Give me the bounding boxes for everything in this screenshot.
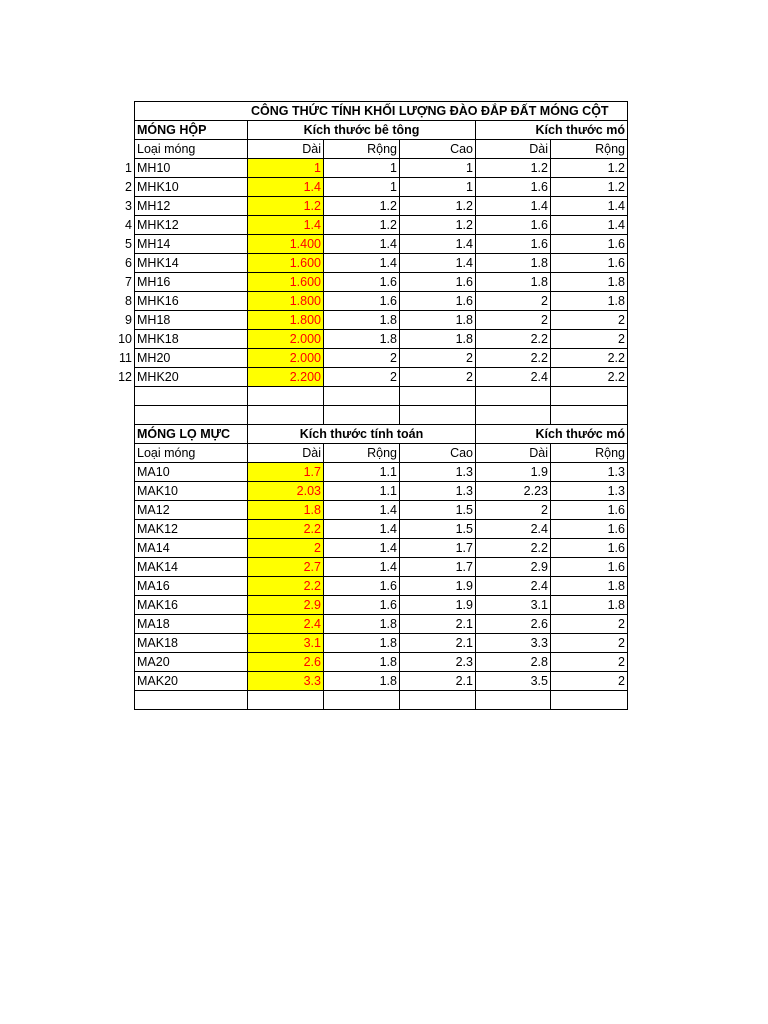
table-row (110, 368, 628, 387)
table-row (110, 634, 628, 653)
empty-row (110, 387, 628, 406)
cell-rong[interactable]: 1.4 (324, 520, 400, 539)
cell-rong[interactable]: 1.4 (324, 558, 400, 577)
cell-rong[interactable]: 1.1 (324, 463, 400, 482)
cell-rong[interactable]: 1.8 (324, 330, 400, 349)
section1-group2[interactable]: Kích thước mó (476, 121, 628, 140)
row-index: 4 (125, 218, 132, 232)
cell-type[interactable]: MH10 (135, 159, 248, 178)
col-rong2-header[interactable]: Rộng (551, 444, 628, 463)
table-row (110, 273, 628, 292)
cell-rong2[interactable]: 2.2 (551, 368, 628, 387)
cell-type[interactable]: MA16 (135, 577, 248, 596)
cell-rong[interactable]: 1.8 (324, 615, 400, 634)
row-index (110, 406, 135, 425)
section1-name[interactable]: MÓNG HỘP (135, 121, 248, 140)
empty-cell[interactable] (324, 691, 400, 710)
cell-cao[interactable]: 1.2 (400, 216, 476, 235)
row-index (110, 482, 135, 501)
cell-dai2[interactable]: 2.6 (476, 615, 551, 634)
row-index: 6 (125, 256, 132, 270)
cell-type[interactable]: MAK12 (135, 520, 248, 539)
row-index: 10 (118, 332, 132, 346)
cell-dai[interactable]: 2 (248, 539, 324, 558)
cell-type[interactable]: MHK14 (135, 254, 248, 273)
cell-type[interactable]: MAK18 (135, 634, 248, 653)
section2-group2[interactable]: Kích thước mó (476, 425, 628, 444)
empty-cell[interactable] (476, 691, 551, 710)
section2-name[interactable]: MÓNG LỌ MỰC (135, 425, 248, 444)
cell-dai2[interactable]: 2.2 (476, 539, 551, 558)
cell-rong[interactable]: 1.8 (324, 672, 400, 691)
cell-cao[interactable]: 2 (400, 349, 476, 368)
cell-dai2[interactable]: 1.4 (476, 197, 551, 216)
cell-rong2[interactable]: 1.6 (551, 520, 628, 539)
cell-rong2[interactable]: 2 (551, 615, 628, 634)
section1-columns-row (110, 140, 628, 159)
cell-cao[interactable]: 1.3 (400, 463, 476, 482)
table-row (110, 558, 628, 577)
empty-cell[interactable] (476, 387, 551, 406)
cell-cao[interactable]: 1.9 (400, 596, 476, 615)
cell-cao[interactable]: 1.5 (400, 520, 476, 539)
cell-cao[interactable]: 2 (400, 368, 476, 387)
col-cao-header[interactable]: Cao (400, 140, 476, 159)
empty-cell[interactable] (400, 691, 476, 710)
cell-rong[interactable]: 1.4 (324, 235, 400, 254)
cell-dai2[interactable]: 1.6 (476, 178, 551, 197)
col-dai-header[interactable]: Dài (248, 444, 324, 463)
cell-rong2[interactable]: 2.2 (551, 349, 628, 368)
cell-dai[interactable]: 1.7 (248, 463, 324, 482)
empty-row (110, 691, 628, 710)
table-row (110, 216, 628, 235)
cell-rong2[interactable]: 2 (551, 653, 628, 672)
table-row (110, 330, 628, 349)
row-index: 3 (125, 199, 132, 213)
cell-cao[interactable]: 1.7 (400, 558, 476, 577)
cell-dai2[interactable]: 2.4 (476, 368, 551, 387)
cell-cao[interactable]: 1 (400, 159, 476, 178)
empty-cell[interactable] (324, 387, 400, 406)
cell-rong[interactable]: 1.6 (324, 577, 400, 596)
cell-rong[interactable]: 1.2 (324, 197, 400, 216)
row-index: 11 (119, 351, 132, 365)
row-index (110, 539, 135, 558)
cell-dai[interactable]: 1.800 (248, 311, 324, 330)
cell-dai[interactable]: 2.03 (248, 482, 324, 501)
cell-rong2[interactable]: 1.8 (551, 596, 628, 615)
cell-dai[interactable]: 1.2 (248, 197, 324, 216)
foundation-table (110, 101, 628, 710)
col-rong-header[interactable]: Rộng (324, 140, 400, 159)
cell-rong2[interactable]: 1.8 (551, 577, 628, 596)
row-index (110, 596, 135, 615)
row-index (110, 520, 135, 539)
empty-cell[interactable] (248, 691, 324, 710)
col-rong-header[interactable]: Rộng (324, 444, 400, 463)
cell-dai[interactable]: 2.6 (248, 653, 324, 672)
row-index (110, 444, 135, 463)
table-row (110, 577, 628, 596)
cell-dai[interactable]: 3.1 (248, 634, 324, 653)
table-row (110, 672, 628, 691)
col-dai2-header[interactable]: Dài (476, 444, 551, 463)
cell-cao[interactable]: 1 (400, 178, 476, 197)
cell-type[interactable]: MAK20 (135, 672, 248, 691)
empty-cell[interactable] (135, 691, 248, 710)
table-row (110, 653, 628, 672)
cell-dai2[interactable]: 2 (476, 501, 551, 520)
cell-dai[interactable]: 3.3 (248, 672, 324, 691)
cell-type[interactable]: MHK20 (135, 368, 248, 387)
empty-cell[interactable] (400, 387, 476, 406)
row-index (110, 672, 135, 691)
row-index (110, 387, 135, 406)
row-index: 9 (125, 313, 132, 327)
table-row (110, 539, 628, 558)
cell-rong2[interactable]: 2 (551, 330, 628, 349)
empty-cell[interactable] (135, 387, 248, 406)
cell-dai2[interactable]: 2.4 (476, 577, 551, 596)
section1-group1[interactable]: Kích thước bê tông (248, 121, 476, 140)
cell-dai[interactable]: 2.9 (248, 596, 324, 615)
row-index (110, 634, 135, 653)
cell-dai[interactable]: 1 (248, 159, 324, 178)
cell-rong2[interactable]: 1.4 (551, 197, 628, 216)
col-rong2-header[interactable]: Rộng (551, 140, 628, 159)
row-index: 1 (125, 161, 132, 175)
cell-rong[interactable]: 2 (324, 368, 400, 387)
row-index (110, 577, 135, 596)
cell-type[interactable]: MAK16 (135, 596, 248, 615)
cell-rong[interactable]: 1.4 (324, 501, 400, 520)
cell-dai2[interactable]: 1.8 (476, 273, 551, 292)
cell-rong[interactable]: 1.6 (324, 292, 400, 311)
table-row (110, 235, 628, 254)
row-index (110, 463, 135, 482)
cell-dai[interactable]: 2.000 (248, 330, 324, 349)
col-type-header[interactable]: Loại móng (135, 444, 248, 463)
cell-rong[interactable]: 1.8 (324, 634, 400, 653)
empty-cell[interactable] (400, 406, 476, 425)
cell-dai2[interactable]: 2 (476, 292, 551, 311)
sheet-title[interactable]: CÔNG THỨC TÍNH KHỐI LƯỢNG ĐÀO ĐẮP ĐẤT MÓNG CỘT (135, 102, 628, 121)
cell-type[interactable]: MAK10 (135, 482, 248, 501)
cell-dai2[interactable]: 1.6 (476, 235, 551, 254)
cell-rong2[interactable]: 1.4 (551, 216, 628, 235)
cell-cao[interactable]: 1.6 (400, 292, 476, 311)
cell-rong2[interactable]: 2 (551, 311, 628, 330)
empty-cell[interactable] (248, 406, 324, 425)
cell-cao[interactable]: 2.3 (400, 653, 476, 672)
section2-group1[interactable]: Kích thước tính toán (248, 425, 476, 444)
table-row (110, 615, 628, 634)
row-index (110, 653, 135, 672)
title-row (110, 102, 628, 121)
cell-dai2[interactable]: 3.5 (476, 672, 551, 691)
cell-rong[interactable]: 1.6 (324, 596, 400, 615)
cell-cao[interactable]: 1.7 (400, 539, 476, 558)
row-index: 12 (118, 370, 132, 384)
row-index (110, 615, 135, 634)
cell-dai[interactable]: 1.4 (248, 216, 324, 235)
empty-cell[interactable] (476, 406, 551, 425)
col-dai2-header[interactable]: Dài (476, 140, 551, 159)
cell-cao[interactable]: 2.1 (400, 634, 476, 653)
cell-cao[interactable]: 1.3 (400, 482, 476, 501)
cell-rong2[interactable]: 1.3 (551, 482, 628, 501)
cell-rong2[interactable]: 1.8 (551, 292, 628, 311)
cell-dai2[interactable]: 3.3 (476, 634, 551, 653)
row-index (110, 425, 135, 444)
table-row (110, 482, 628, 501)
cell-rong2[interactable]: 1.6 (551, 235, 628, 254)
cell-type[interactable]: MA12 (135, 501, 248, 520)
cell-rong2[interactable]: 1.8 (551, 273, 628, 292)
spreadsheet (110, 101, 628, 710)
cell-type[interactable]: MAK14 (135, 558, 248, 577)
cell-dai[interactable]: 1.600 (248, 273, 324, 292)
row-index (110, 691, 135, 710)
cell-dai2[interactable]: 2.2 (476, 330, 551, 349)
cell-rong2[interactable]: 1.6 (551, 539, 628, 558)
cell-rong[interactable]: 1 (324, 159, 400, 178)
cell-cao[interactable]: 1.6 (400, 273, 476, 292)
cell-dai[interactable]: 2.4 (248, 615, 324, 634)
cell-type[interactable]: MH14 (135, 235, 248, 254)
cell-rong2[interactable]: 2 (551, 672, 628, 691)
cell-dai[interactable]: 2.200 (248, 368, 324, 387)
cell-dai2[interactable]: 2.4 (476, 520, 551, 539)
cell-cao[interactable]: 1.4 (400, 235, 476, 254)
cell-rong2[interactable]: 1.2 (551, 159, 628, 178)
cell-type[interactable]: MA18 (135, 615, 248, 634)
cell-dai2[interactable]: 2.8 (476, 653, 551, 672)
table-row (110, 197, 628, 216)
col-cao-header[interactable]: Cao (400, 444, 476, 463)
cell-rong[interactable]: 1.8 (324, 311, 400, 330)
col-dai-header[interactable]: Dài (248, 140, 324, 159)
cell-dai2[interactable]: 2.9 (476, 558, 551, 577)
empty-cell[interactable] (551, 406, 628, 425)
table-row (110, 520, 628, 539)
cell-type[interactable]: MHK10 (135, 178, 248, 197)
empty-cell[interactable] (324, 406, 400, 425)
cell-cao[interactable]: 1.9 (400, 577, 476, 596)
table-row (110, 463, 628, 482)
table-row (110, 349, 628, 368)
row-index: 5 (125, 237, 132, 251)
cell-rong2[interactable]: 1.3 (551, 463, 628, 482)
cell-type[interactable]: MH12 (135, 197, 248, 216)
cell-dai[interactable]: 2.000 (248, 349, 324, 368)
cell-rong[interactable]: 1.1 (324, 482, 400, 501)
cell-dai2[interactable]: 2.2 (476, 349, 551, 368)
table-row (110, 501, 628, 520)
cell-type[interactable]: MHK16 (135, 292, 248, 311)
cell-dai2[interactable]: 1.6 (476, 216, 551, 235)
cell-dai[interactable]: 1.800 (248, 292, 324, 311)
cell-type[interactable]: MA20 (135, 653, 248, 672)
section2-columns-row (110, 444, 628, 463)
table-row (110, 292, 628, 311)
table-row (110, 596, 628, 615)
cell-cao[interactable]: 1.5 (400, 501, 476, 520)
cell-cao[interactable]: 1.4 (400, 254, 476, 273)
cell-rong[interactable]: 1.4 (324, 254, 400, 273)
cell-dai2[interactable]: 1.9 (476, 463, 551, 482)
cell-dai[interactable]: 2.7 (248, 558, 324, 577)
empty-cell[interactable] (248, 387, 324, 406)
table-row (110, 159, 628, 178)
cell-dai2[interactable]: 2.23 (476, 482, 551, 501)
cell-dai[interactable]: 1.600 (248, 254, 324, 273)
cell-rong2[interactable]: 1.2 (551, 178, 628, 197)
section2-header-row (110, 425, 628, 444)
cell-rong[interactable]: 1 (324, 178, 400, 197)
table-row (110, 254, 628, 273)
row-index (110, 558, 135, 577)
cell-cao[interactable]: 1.8 (400, 330, 476, 349)
cell-type[interactable]: MH18 (135, 311, 248, 330)
empty-row (110, 406, 628, 425)
empty-cell[interactable] (551, 387, 628, 406)
cell-type[interactable]: MHK18 (135, 330, 248, 349)
row-index (110, 501, 135, 520)
cell-dai2[interactable]: 3.1 (476, 596, 551, 615)
cell-rong[interactable]: 1.6 (324, 273, 400, 292)
cell-rong2[interactable]: 2 (551, 634, 628, 653)
row-index: 8 (125, 294, 132, 308)
row-index: 7 (125, 275, 132, 289)
cell-type[interactable]: MHK12 (135, 216, 248, 235)
table-row (110, 311, 628, 330)
cell-dai2[interactable]: 1.2 (476, 159, 551, 178)
cell-dai[interactable]: 1.8 (248, 501, 324, 520)
empty-cell[interactable] (135, 406, 248, 425)
cell-type[interactable]: MH16 (135, 273, 248, 292)
row-index: 2 (125, 180, 132, 194)
cell-cao[interactable]: 1.8 (400, 311, 476, 330)
cell-type[interactable]: MH20 (135, 349, 248, 368)
cell-rong[interactable]: 2 (324, 349, 400, 368)
cell-cao[interactable]: 1.2 (400, 197, 476, 216)
cell-cao[interactable]: 2.1 (400, 672, 476, 691)
cell-type[interactable]: MA14 (135, 539, 248, 558)
cell-rong2[interactable]: 1.6 (551, 254, 628, 273)
cell-dai2[interactable]: 2 (476, 311, 551, 330)
empty-cell[interactable] (551, 691, 628, 710)
cell-rong[interactable]: 1.4 (324, 539, 400, 558)
cell-dai[interactable]: 1.400 (248, 235, 324, 254)
cell-dai[interactable]: 2.2 (248, 577, 324, 596)
cell-dai2[interactable]: 1.8 (476, 254, 551, 273)
cell-rong[interactable]: 1.8 (324, 653, 400, 672)
col-type-header[interactable]: Loại móng (135, 140, 248, 159)
cell-rong2[interactable]: 1.6 (551, 501, 628, 520)
table-row (110, 178, 628, 197)
cell-dai[interactable]: 1.4 (248, 178, 324, 197)
cell-cao[interactable]: 2.1 (400, 615, 476, 634)
cell-type[interactable]: MA10 (135, 463, 248, 482)
cell-rong2[interactable]: 1.6 (551, 558, 628, 577)
section1-header-row (110, 121, 628, 140)
cell-rong[interactable]: 1.2 (324, 216, 400, 235)
cell-dai[interactable]: 2.2 (248, 520, 324, 539)
